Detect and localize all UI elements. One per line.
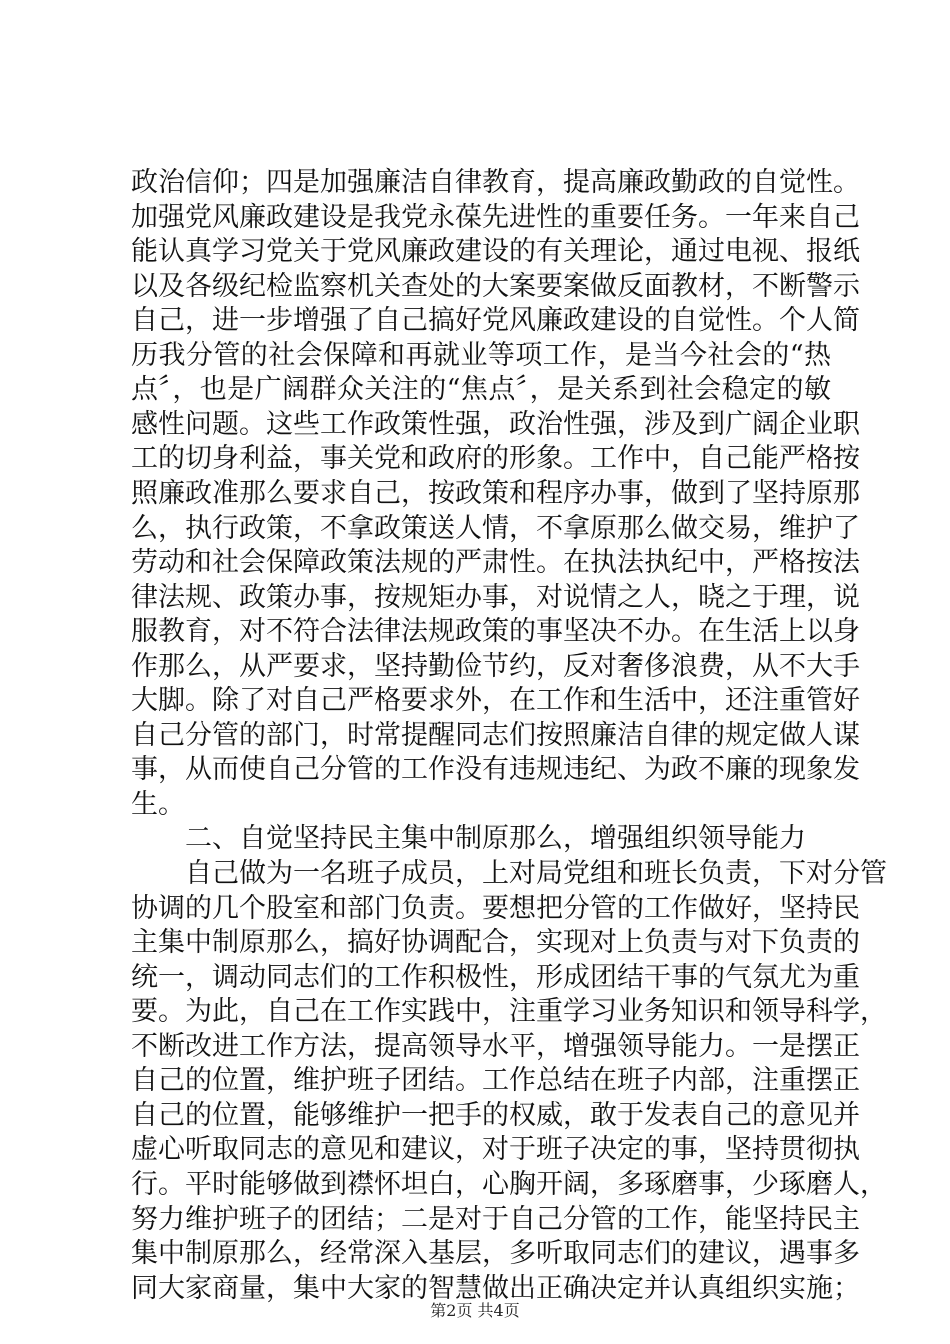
text-line: 同大家商量，集中大家的智慧做出正确决定并认真组织实施； (131, 1272, 860, 1304)
text-line: 能认真学习党关于党风廉政建设的有关理论，通过电视、报纸 (131, 236, 860, 268)
text-line: 服教育，对不符合法律法规政策的事坚决不办。在生活上以身 (131, 616, 860, 648)
text-line: 集中制原那么，经常深入基层，多听取同志们的建议，遇事多 (131, 1238, 860, 1270)
text-line: 生。 (131, 788, 185, 820)
page-footer: 第2页 共4页 (430, 1301, 520, 1320)
text-line: 加强党风廉政建设是我党永葆先进性的重要任务。一年来自己 (131, 201, 860, 233)
text-line: 照廉政准那么要求自己，按政策和程序办事，做到了坚持原那 (131, 477, 860, 509)
text-line: 二、自觉坚持民主集中制原那么，增强组织领导能力 (131, 823, 806, 855)
text-line: 自己分管的部门，时常提醒同志们按照廉洁自律的规定做人谋 (131, 719, 860, 751)
text-line: 协调的几个股室和部门负责。要想把分管的工作做好，坚持民 (131, 892, 860, 924)
text-line: 么，执行政策，不拿政策送人情，不拿原那么做交易，维护了 (131, 512, 860, 544)
text-line: 虚心听取同志的意见和建议，对于班子决定的事，坚持贯彻执 (131, 1134, 860, 1166)
text-line: 政治信仰；四是加强廉洁自律教育，提高廉政勤政的自觉性。 (131, 167, 860, 198)
text-line: 作那么，从严要求，坚持勤俭节约，反对奢侈浪费，从不大手 (131, 650, 860, 682)
text-line: 自己的位置，能够维护一把手的权威，敢于发表自己的意见并 (131, 1099, 860, 1131)
text-line: 工的切身利益，事关党和政府的形象。工作中，自己能严格按 (131, 443, 860, 475)
text-line: 劳动和社会保障政策法规的严肃性。在执法执纪中，严格按法 (131, 547, 860, 579)
text-line: 自己，进一步增强了自己搞好党风廉政建设的自觉性。个人简 (131, 305, 860, 337)
text-line: 感性问题。这些工作政策性强，政治性强，涉及到广阔企业职 (131, 408, 860, 440)
text-line: 自己做为一名班子成员，上对局党组和班长负责，下对分管 (131, 858, 887, 889)
text-line: 行。平时能够做到襟怀坦白，心胸开阔，多琢磨事，少琢磨人， (131, 1168, 887, 1200)
text-line: 律法规、政策办事，按规矩办事，对说情之人，晓之于理，说 (131, 581, 860, 613)
text-line: 主集中制原那么，搞好协调配合，实现对上负责与对下负责的 (131, 927, 860, 959)
text-line: 自己的位置，维护班子团结。工作总结在班子内部，注重摆正 (131, 1065, 860, 1097)
text-line: 事，从而使自己分管的工作没有违规违纪、为政不廉的现象发 (131, 754, 860, 786)
text-line: 点〞，也是广阔群众关注的“焦点〞，是关系到社会稳定的敏 (131, 374, 831, 406)
text-line: 以及各级纪检监察机关查处的大案要案做反面教材，不断警示 (131, 270, 860, 302)
text-line: 历我分管的社会保障和再就业等项工作，是当今社会的“热 (131, 339, 831, 371)
text-line: 要。为此，自己在工作实践中，注重学习业务知识和领导科学， (131, 996, 887, 1028)
text-line: 努力维护班子的团结；二是对于自己分管的工作，能坚持民主 (131, 1203, 860, 1235)
text-line: 统一，调动同志们的工作积极性，形成团结干事的气氛尤为重 (131, 961, 860, 993)
text-line: 不断改进工作方法，提高领导水平，增强领导能力。一是摆正 (131, 1030, 860, 1062)
text-line: 大脚。除了对自己严格要求外，在工作和生活中，还注重管好 (131, 685, 860, 717)
